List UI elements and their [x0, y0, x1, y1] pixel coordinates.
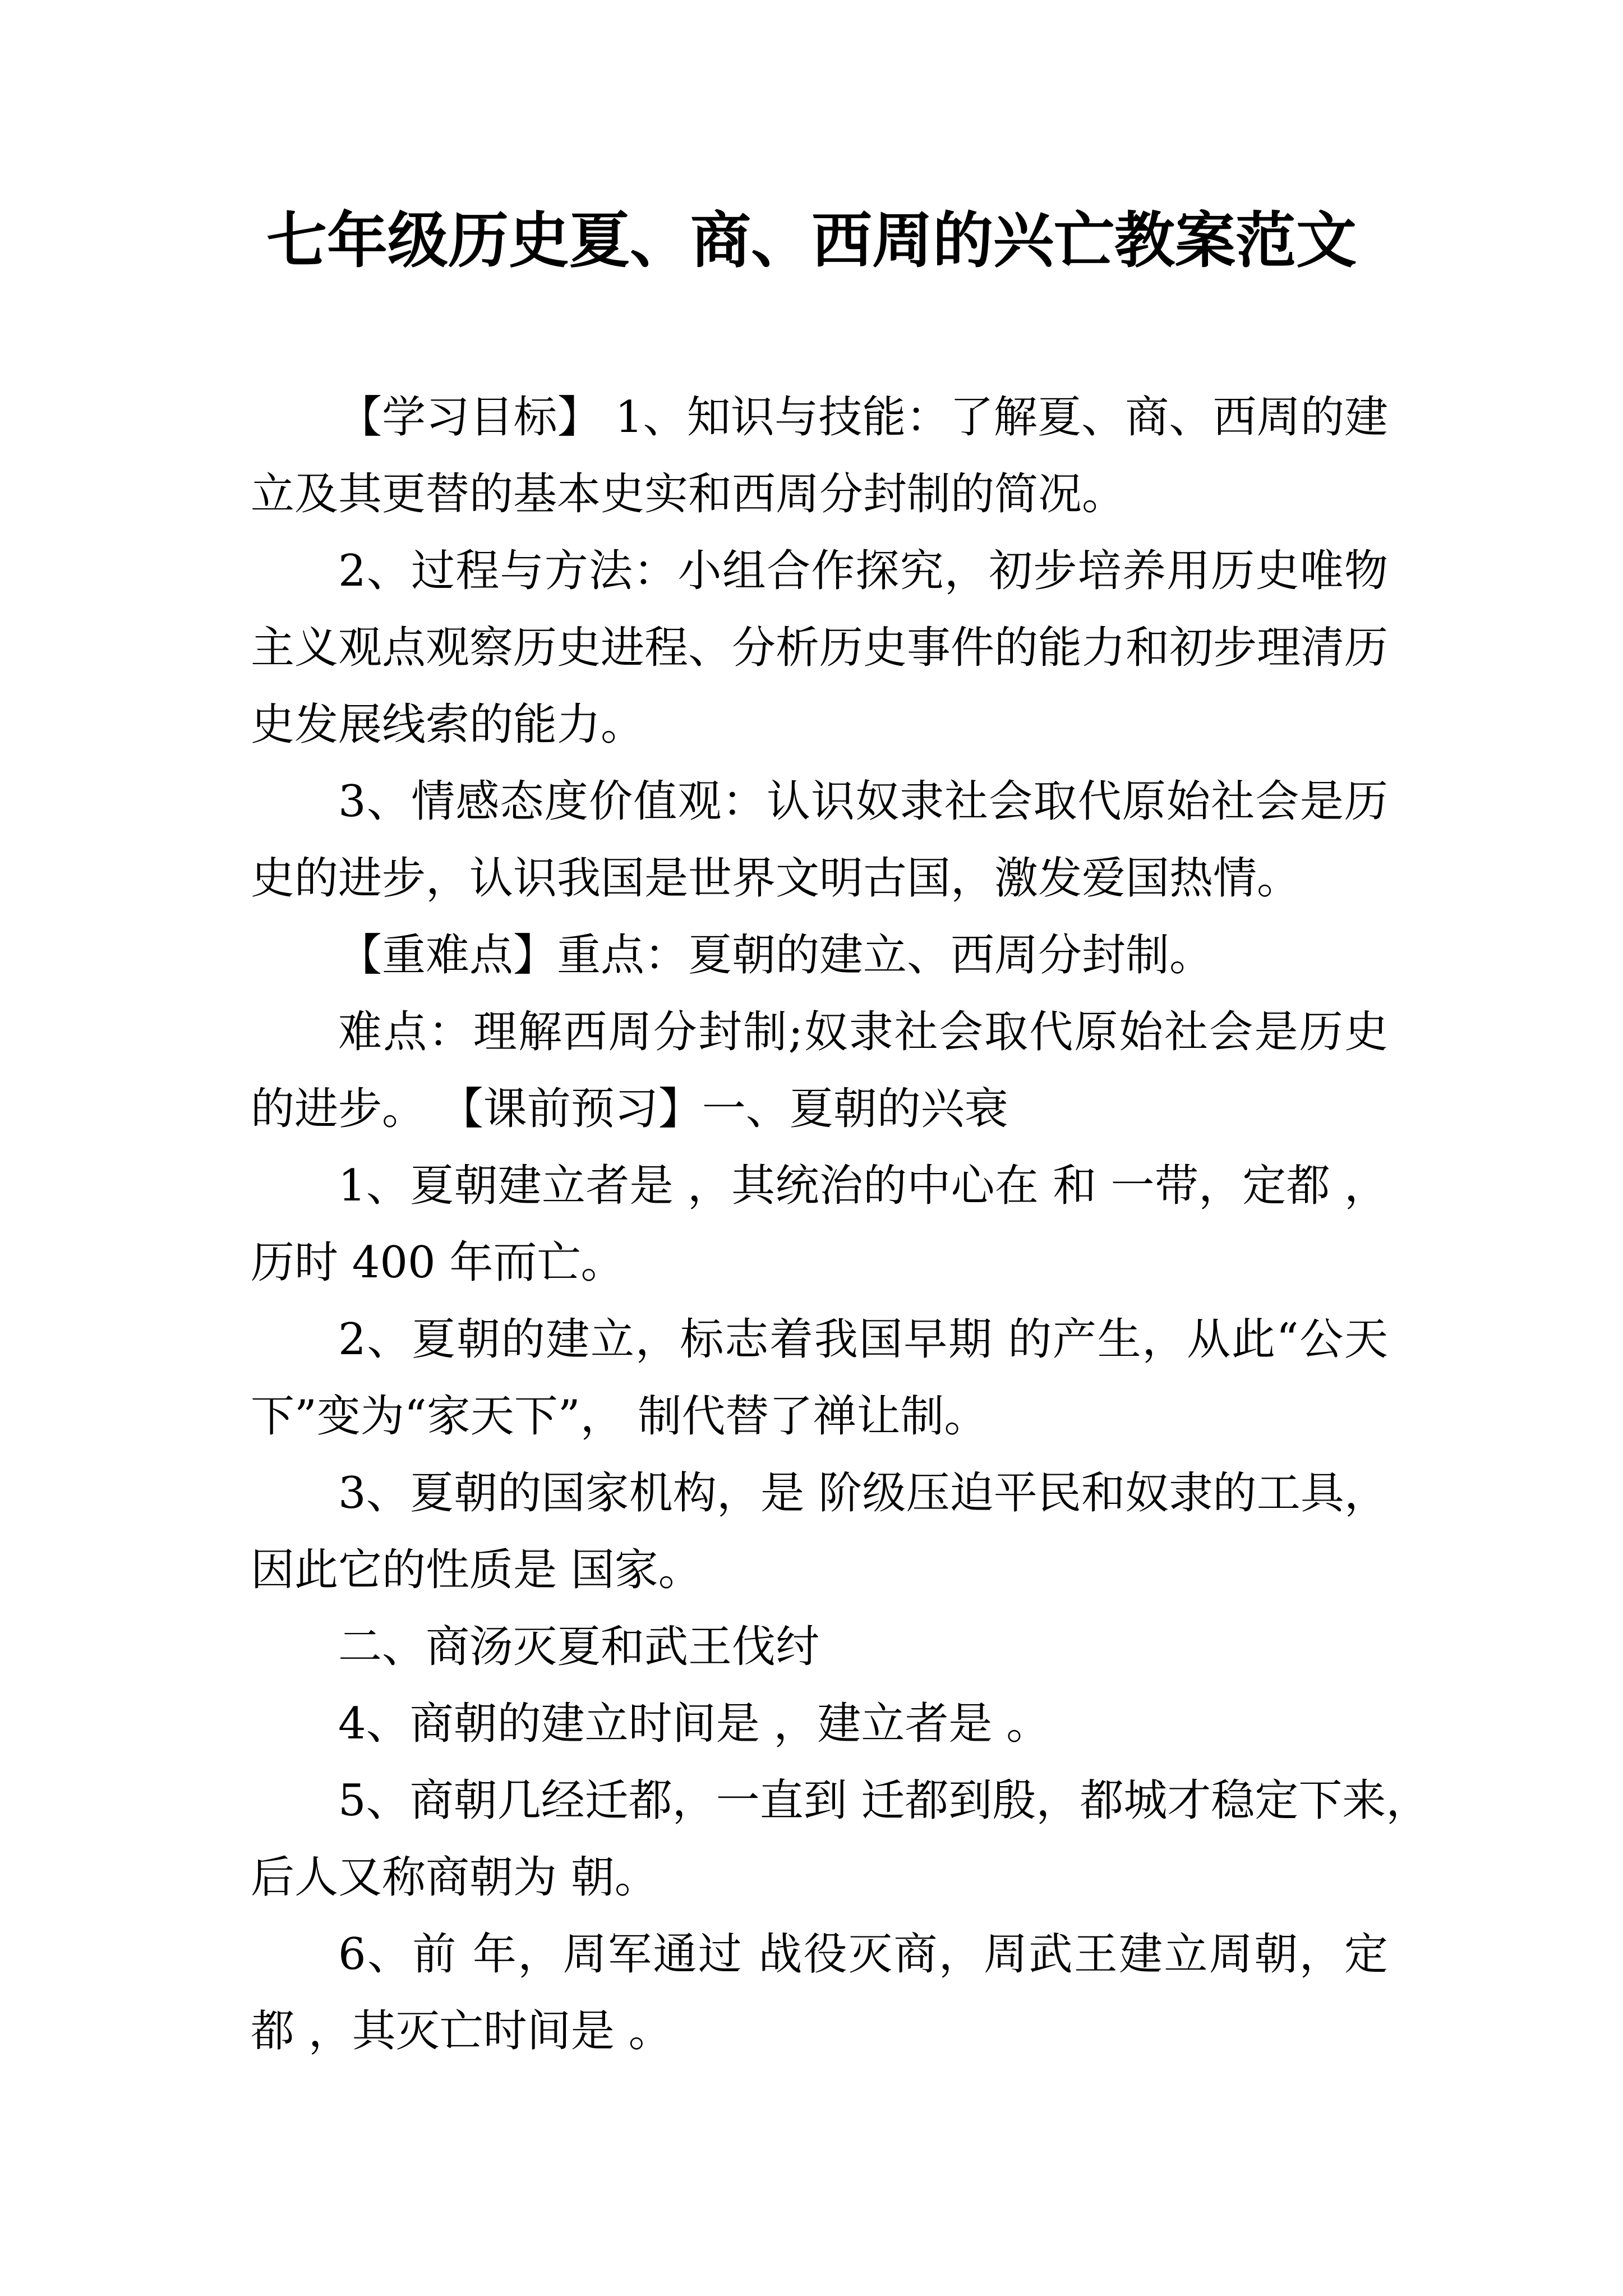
paragraph — [251, 1301, 1388, 1455]
paragraph — [251, 917, 1388, 994]
section-heading — [251, 1609, 1388, 1686]
paragraph — [251, 533, 1388, 763]
paragraph — [251, 1916, 1388, 2070]
text-line: 难点：理解西周分封制;奴隶社会取代原始社会是历史 — [338, 1007, 1388, 1057]
text-line: 3、夏朝的国家机构，是 阶级压迫平民和奴隶的工具， — [338, 1468, 1388, 1519]
paragraph — [251, 1455, 1388, 1609]
text-line: 3、情感态度价值观：认识奴隶社会取代原始社会是历 — [338, 776, 1388, 827]
text-line: 史发展线索的能力。 — [251, 700, 645, 750]
paragraph — [251, 379, 1388, 533]
paragraph — [251, 1763, 1430, 1916]
text-line: 2、夏朝的建立，标志着我国早期 的产生，从此“公天 — [338, 1314, 1388, 1365]
text-line: 都 ，其灭亡时间是 。 — [251, 2006, 672, 2056]
paragraph — [251, 763, 1388, 917]
text-line: 【重难点】重点：夏朝的建立、西周分封制。 — [338, 930, 1214, 981]
paragraph — [251, 1686, 1388, 1763]
paragraph — [251, 994, 1388, 1148]
text-line: 2、过程与方法：小组合作探究，初步培养用历史唯物 — [338, 546, 1388, 596]
text-line: 史的进步，认识我国是世界文明古国，激发爱国热情。 — [251, 853, 1301, 904]
text-line: 历时 400 年而亡。 — [251, 1237, 625, 1288]
paragraph — [251, 1148, 1388, 1301]
text-line: 的进步。 【课前预习】一、夏朝的兴衰 — [251, 1084, 1008, 1134]
text-line: 5、商朝几经迁都，一直到 迁都到殷，都城才稳定下来， — [338, 1775, 1430, 1826]
text-line: 立及其更替的基本史实和西周分封制的简况。 — [251, 469, 1126, 519]
text-line: 下”变为“家天下”， 制代替了禅让制。 — [251, 1391, 988, 1442]
text-line: 后人又称商朝为 朝。 — [251, 1852, 658, 1903]
text-line: 1、夏朝建立者是 ，其统治的中心在 和 一带，定都 ， — [338, 1161, 1388, 1211]
text-line: 4、商朝的建立时间是 ，建立者是 。 — [338, 1699, 1050, 1749]
text-line: 主义观点观察历史进程、分析历史事件的能力和初步理清历 — [251, 623, 1389, 673]
page-title: 七年级历史夏、商、西周的兴亡教案范文 — [266, 205, 1357, 276]
text-line: 因此它的性质是 国家。 — [251, 1545, 702, 1595]
text-line: 二、商汤灭夏和武王伐纣 — [338, 1622, 820, 1672]
text-line: 6、前 年，周军通过 战役灭商，周武王建立周朝，定 — [338, 1929, 1388, 1980]
text-line: 【学习目标】 1、知识与技能：了解夏、商、西周的建 — [338, 392, 1388, 443]
body-text — [251, 379, 1430, 2070]
